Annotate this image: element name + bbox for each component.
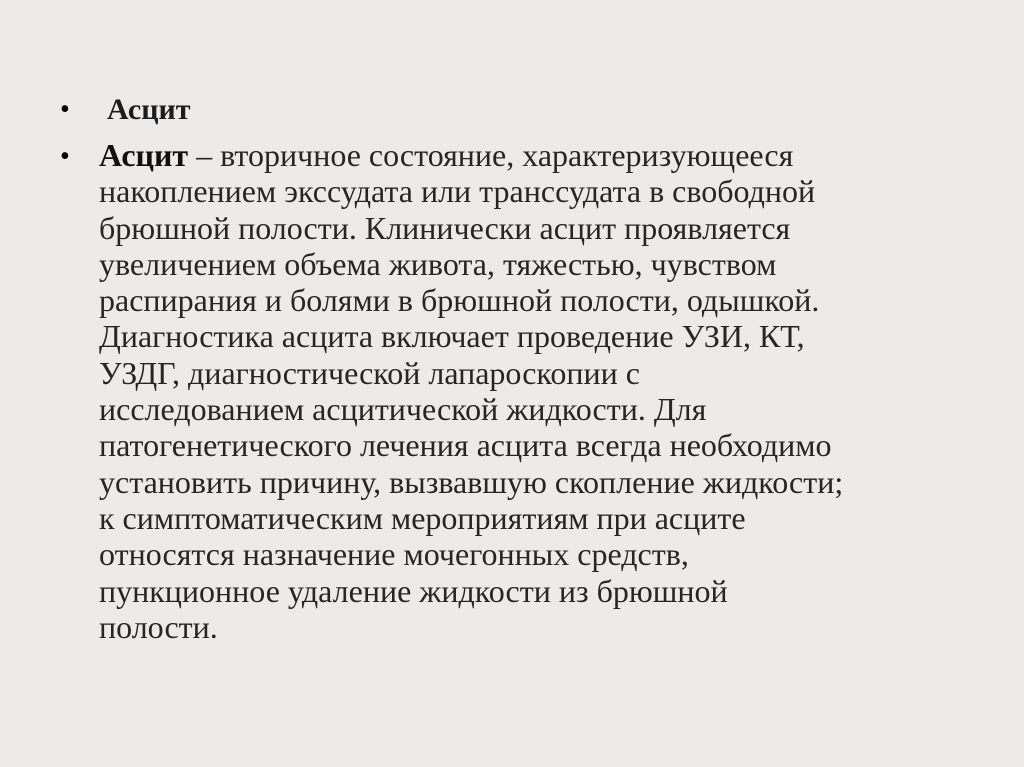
bullet-dot-icon: • bbox=[60, 94, 70, 125]
paragraph-line-3: брюшной полости. Клинически асцит проявляется bbox=[99, 209, 791, 246]
paragraph-line-11: к симптоматическим мероприятиям при асците bbox=[99, 499, 746, 536]
paragraph-line-10: установить причину, вызвавшую скопление жидкости; bbox=[99, 463, 844, 500]
paragraph-line-6: Диагностика асцита включает проведение УЗИ, КТ, bbox=[99, 318, 805, 355]
paragraph-line-1 bbox=[99, 137, 979, 173]
paragraph-line-7: УЗДГ, диагностической лапароскопии с bbox=[99, 354, 640, 391]
slide-title: Асцит bbox=[107, 93, 191, 126]
paragraph-line-8: исследованием асцитической жидкости. Для bbox=[99, 391, 707, 428]
paragraph-line-13: пункционное удаление жидкости из брюшной bbox=[99, 572, 728, 609]
paragraph-line-14: полости. bbox=[99, 608, 218, 645]
bullet-dot-icon: • bbox=[60, 141, 70, 172]
paragraph-line-2: накоплением экссудата или транссудата в свободной bbox=[99, 173, 816, 210]
definition-paragraph bbox=[99, 137, 979, 645]
paragraph-line-4: увеличением объема живота, тяжестью, чувством bbox=[99, 245, 777, 282]
paragraph-line-5: распирания и болями в брюшной полости, одышкой. bbox=[99, 282, 820, 319]
definition-term: Асцит bbox=[99, 137, 189, 173]
definition-first-line-text: – вторичное состояние, характеризующееся bbox=[188, 137, 794, 173]
paragraph-line-12: относятся назначение мочегонных средств, bbox=[99, 536, 689, 573]
paragraph-line-9: патогенетического лечения асцита всегда необходимо bbox=[99, 427, 832, 464]
